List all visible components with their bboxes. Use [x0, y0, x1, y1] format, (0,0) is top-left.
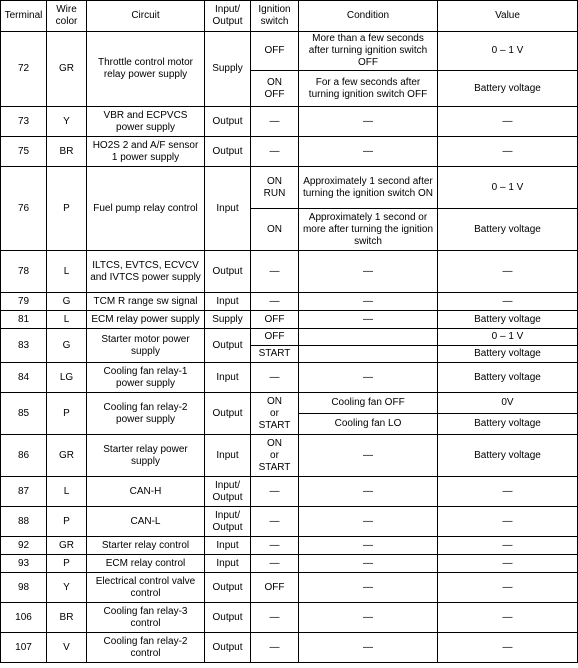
- input-output-cell: Input: [205, 293, 251, 311]
- input-output-cell: Supply: [205, 311, 251, 329]
- table-row: [1, 363, 578, 393]
- condition-cell: More than a few seconds after turning ignition switch OFF: [299, 32, 438, 71]
- table-row: [1, 393, 578, 414]
- wire-color-cell: L: [47, 251, 87, 293]
- header-condition: Condition: [299, 1, 438, 32]
- terminal-cell: 107: [1, 633, 47, 663]
- value-cell: 0 – 1 V: [438, 329, 578, 346]
- condition-cell: Cooling fan LO: [299, 414, 438, 435]
- input-output-cell: Input: [205, 167, 251, 251]
- input-output-cell: Output: [205, 633, 251, 663]
- table-body: [1, 32, 578, 663]
- value-cell: —: [438, 293, 578, 311]
- circuit-cell: Cooling fan relay-2 power supply: [87, 393, 205, 435]
- input-output-cell: Input: [205, 537, 251, 555]
- ignition-switch-cell: —: [251, 537, 299, 555]
- table-row: [1, 329, 578, 346]
- terminal-cell: 81: [1, 311, 47, 329]
- wire-color-cell: P: [47, 555, 87, 573]
- input-output-cell: Output: [205, 251, 251, 293]
- terminal-cell: 72: [1, 32, 47, 107]
- ignition-switch-cell: ON: [251, 209, 299, 251]
- terminal-cell: 106: [1, 603, 47, 633]
- condition-cell: Cooling fan OFF: [299, 393, 438, 414]
- circuit-cell: Starter motor power supply: [87, 329, 205, 363]
- terminal-cell: 92: [1, 537, 47, 555]
- circuit-cell: VBR and ECPVCS power supply: [87, 107, 205, 137]
- ignition-switch-cell: OFF: [251, 32, 299, 71]
- value-cell: —: [438, 137, 578, 167]
- terminal-cell: 75: [1, 137, 47, 167]
- ignition-switch-cell: OFF: [251, 311, 299, 329]
- table-row: [1, 167, 578, 209]
- condition-cell: —: [299, 573, 438, 603]
- input-output-cell: Input/ Output: [205, 507, 251, 537]
- value-cell: —: [438, 573, 578, 603]
- input-output-cell: Input: [205, 363, 251, 393]
- value-cell: —: [438, 507, 578, 537]
- wire-color-cell: L: [47, 477, 87, 507]
- wire-color-cell: GR: [47, 435, 87, 477]
- circuit-cell: Throttle control motor relay power supply: [87, 32, 205, 107]
- terminal-cell: 86: [1, 435, 47, 477]
- ignition-switch-cell: —: [251, 477, 299, 507]
- wire-color-cell: G: [47, 293, 87, 311]
- condition-cell: —: [299, 477, 438, 507]
- header-circuit: Circuit: [87, 1, 205, 32]
- header-ignition-switch: Ignition switch: [251, 1, 299, 32]
- circuit-cell: ECM relay power supply: [87, 311, 205, 329]
- condition-cell: Approximately 1 second or more after turning the ignition switch: [299, 209, 438, 251]
- value-cell: 0V: [438, 393, 578, 414]
- condition-cell: —: [299, 311, 438, 329]
- condition-cell: Approximately 1 second after turning the ignition switch ON: [299, 167, 438, 209]
- wire-color-cell: V: [47, 633, 87, 663]
- terminal-cell: 84: [1, 363, 47, 393]
- value-cell: 0 – 1 V: [438, 32, 578, 71]
- ignition-switch-cell: —: [251, 363, 299, 393]
- circuit-cell: ILTCS, EVTCS, ECVCV and IVTCS power supply: [87, 251, 205, 293]
- condition-cell: —: [299, 603, 438, 633]
- input-output-cell: Input/ Output: [205, 477, 251, 507]
- condition-cell: —: [299, 555, 438, 573]
- wire-color-cell: GR: [47, 537, 87, 555]
- input-output-cell: Input: [205, 435, 251, 477]
- header-value: Value: [438, 1, 578, 32]
- condition-cell: [299, 346, 438, 363]
- input-output-cell: Output: [205, 137, 251, 167]
- value-cell: —: [438, 477, 578, 507]
- ignition-switch-cell: START: [251, 346, 299, 363]
- value-cell: —: [438, 633, 578, 663]
- table-row: [1, 435, 578, 477]
- circuit-cell: Electrical control valve control: [87, 573, 205, 603]
- wire-color-cell: P: [47, 167, 87, 251]
- wire-color-cell: Y: [47, 573, 87, 603]
- value-cell: Battery voltage: [438, 435, 578, 477]
- condition-cell: —: [299, 363, 438, 393]
- ignition-switch-cell: —: [251, 251, 299, 293]
- ignition-switch-cell: —: [251, 137, 299, 167]
- ignition-switch-cell: —: [251, 507, 299, 537]
- table-header: [1, 1, 578, 32]
- input-output-cell: Output: [205, 393, 251, 435]
- table-row: [1, 293, 578, 311]
- wire-color-cell: GR: [47, 32, 87, 107]
- value-cell: Battery voltage: [438, 71, 578, 107]
- ignition-switch-cell: OFF: [251, 329, 299, 346]
- circuit-cell: TCM R range sw signal: [87, 293, 205, 311]
- condition-cell: —: [299, 537, 438, 555]
- terminal-cell: 83: [1, 329, 47, 363]
- table-row: [1, 507, 578, 537]
- table-row: [1, 107, 578, 137]
- table-row: [1, 251, 578, 293]
- condition-cell: —: [299, 435, 438, 477]
- wire-color-cell: LG: [47, 363, 87, 393]
- circuit-cell: HO2S 2 and A/F sensor 1 power supply: [87, 137, 205, 167]
- table-row: [1, 32, 578, 71]
- ignition-switch-cell: ON RUN: [251, 167, 299, 209]
- ignition-switch-cell: ON or START: [251, 435, 299, 477]
- ignition-switch-cell: —: [251, 293, 299, 311]
- value-cell: Battery voltage: [438, 363, 578, 393]
- value-cell: —: [438, 251, 578, 293]
- wire-color-cell: BR: [47, 603, 87, 633]
- condition-cell: —: [299, 293, 438, 311]
- ignition-switch-cell: —: [251, 107, 299, 137]
- ignition-switch-cell: —: [251, 603, 299, 633]
- terminal-cell: 73: [1, 107, 47, 137]
- wire-color-cell: L: [47, 311, 87, 329]
- input-output-cell: Output: [205, 107, 251, 137]
- circuit-cell: CAN-L: [87, 507, 205, 537]
- wire-color-cell: BR: [47, 137, 87, 167]
- input-output-cell: Output: [205, 603, 251, 633]
- circuit-cell: Cooling fan relay-1 power supply: [87, 363, 205, 393]
- terminal-cell: 76: [1, 167, 47, 251]
- condition-cell: —: [299, 137, 438, 167]
- terminal-cell: 87: [1, 477, 47, 507]
- circuit-cell: Starter relay power supply: [87, 435, 205, 477]
- value-cell: —: [438, 107, 578, 137]
- circuit-cell: Cooling fan relay-3 control: [87, 603, 205, 633]
- terminal-cell: 88: [1, 507, 47, 537]
- input-output-cell: Output: [205, 573, 251, 603]
- value-cell: 0 – 1 V: [438, 167, 578, 209]
- condition-cell: For a few seconds after turning ignition switch OFF: [299, 71, 438, 107]
- table-row: [1, 633, 578, 663]
- terminal-cell: 93: [1, 555, 47, 573]
- terminal-cell: 85: [1, 393, 47, 435]
- table-row: [1, 137, 578, 167]
- wire-color-cell: G: [47, 329, 87, 363]
- value-cell: Battery voltage: [438, 311, 578, 329]
- header-wire-color: Wire color: [47, 1, 87, 32]
- header-input-output: Input/ Output: [205, 1, 251, 32]
- table-row: [1, 311, 578, 329]
- header-terminal: Terminal: [1, 1, 47, 32]
- value-cell: Battery voltage: [438, 414, 578, 435]
- circuit-cell: Starter relay control: [87, 537, 205, 555]
- table-row: [1, 555, 578, 573]
- header-row: [1, 1, 578, 32]
- value-cell: Battery voltage: [438, 209, 578, 251]
- table-row: [1, 573, 578, 603]
- circuit-cell: Fuel pump relay control: [87, 167, 205, 251]
- input-output-cell: Supply: [205, 32, 251, 107]
- ignition-switch-cell: OFF: [251, 573, 299, 603]
- ignition-switch-cell: ON or START: [251, 393, 299, 435]
- condition-cell: [299, 329, 438, 346]
- ignition-switch-cell: —: [251, 555, 299, 573]
- circuit-cell: CAN-H: [87, 477, 205, 507]
- circuit-cell: Cooling fan relay-2 control: [87, 633, 205, 663]
- terminal-cell: 98: [1, 573, 47, 603]
- condition-cell: —: [299, 507, 438, 537]
- input-output-cell: Output: [205, 329, 251, 363]
- wire-color-cell: P: [47, 393, 87, 435]
- condition-cell: —: [299, 107, 438, 137]
- condition-cell: —: [299, 251, 438, 293]
- wire-color-cell: Y: [47, 107, 87, 137]
- value-cell: —: [438, 537, 578, 555]
- terminal-cell: 78: [1, 251, 47, 293]
- wire-color-cell: P: [47, 507, 87, 537]
- value-cell: Battery voltage: [438, 346, 578, 363]
- table-row: [1, 477, 578, 507]
- table-row: [1, 603, 578, 633]
- value-cell: —: [438, 603, 578, 633]
- circuit-cell: ECM relay control: [87, 555, 205, 573]
- input-output-cell: Input: [205, 555, 251, 573]
- terminal-cell: 79: [1, 293, 47, 311]
- ignition-switch-cell: ON OFF: [251, 71, 299, 107]
- table-row: [1, 537, 578, 555]
- value-cell: —: [438, 555, 578, 573]
- condition-cell: —: [299, 633, 438, 663]
- ignition-switch-cell: —: [251, 633, 299, 663]
